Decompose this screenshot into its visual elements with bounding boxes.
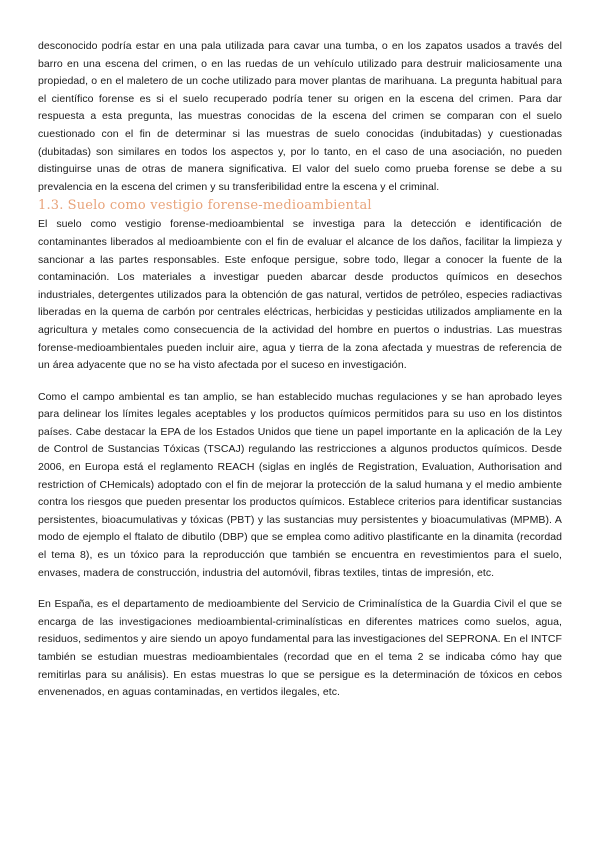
document-page bbox=[38, 38, 562, 702]
paragraph-regulations: Como el campo ambiental es tan amplio, se han establecido muchas regulaciones y se han aprobado leyes para delinear los límites legales aceptables y los productos químicos permitidos para su uso en los distintos países. Cabe destacar la EPA de los Estados Unidos que tiene un papel importante en la aplicación de la Ley de Control de Sustancias Tóxicas (TSCAJ) regulando las restricciones a algunos productos químicos. Desde 2006, en Europa está el reglamento REACH (siglas en inglés de Registration, Evaluation, Authorisation and restriction of CHemicals) adoptado con el fin de mejorar la protección de la salud humana y el medio ambiente contra los riesgos que pueden presentar los productos químicos. Establece criterios para identificar sustancias persistentes, bioacumulativas y tóxicas (PBT) y las sustancias muy persistentes y bioacumulativas (MPMB). A modo de ejemplo el ftalato de dibutilo (DBP) que se emplea como aditivo plastificante en la dinamita (recordad el tema 8), es un tóxico para la reproducción que también se encuentra en revestimientos para el suelo, envases, madera de construcción, industria del automóvil, fibras textiles, tintas de impresión, etc. bbox=[38, 390, 562, 579]
paragraph-spain: En España, es el departamento de medioambiente del Servicio de Criminalística de la Guardia Civil el que se encarga de las investigaciones medioambiental-criminalísticas en diferentes matrices como suelos, agua, residuos, sedimentos y aire siendo un apoyo fundamental para las investigaciones del SEPRONA. En el INTCF también se estudian muestras medioambientales (recordad que en el tema 2 se indicaba cómo hay que remitirlas para su análisis). En estas muestras lo que se persigue es la determinación de tóxicos en cebos envenenados, en aguas contaminadas, en vertidos ilegales, etc. bbox=[38, 598, 562, 699]
section-number: 1.3. bbox=[38, 198, 64, 214]
section-title: Suelo como vestigio forense-medioambiental bbox=[67, 198, 372, 214]
paragraph-soil-forensic-environmental: El suelo como vestigio forense-medioambiental se investiga para la detección e identificación de contaminantes liberados al medioambiente con el fin de evaluar el alcance de los daños, facilitar la limpieza y sancionar a las partes responsables. Este enfoque persigue, sobre todo, llegar a conocer la fuente de la contaminación. Los materiales a investigar pueden abarcar desde productos químicos en desechos industriales, detergentes utilizados para la obtención de gas natural, vertidos de petróleo, especies radiactivas liberadas en la quema de carbón por centrales eléctricas, herbicidas y pesticidas utilizados ampliamente en la agricultura y metales como consecuencia de la actividad del hombre en puertos o industrias. Las muestras forense-medioambientales pueden incluir aire, agua y tierra de la zona afectada y muestras de referencia de un área adyacente que no se ha visto afectada por el suceso en investigación. bbox=[38, 218, 562, 372]
intro-paragraph: desconocido podría estar en una pala utilizada para cavar una tumba, o en los zapatos usados a través del barro en una escena del crimen, o en las ruedas de un vehículo utilizado para destruir maliciosamente una propiedad, o en el maletero de un coche utilizado para mover plantas de marihuana. La pregunta habitual para el científico forense es si el suelo recuperado podría tener su origen en la escena del crimen. Para dar respuesta a esta pregunta, las muestras conocidas de la escena del crimen se comparan con el suelo cuestionado con el fin de determinar si las muestras de suelo conocidas (indubitadas) y cuestionadas (dubitadas) son similares en todos los aspectos y, por lo tanto, en el caso de una asociación, no pueden distinguirse unas de otras de manera significativa. El valor del suelo como prueba forense se debe a su prevalencia en la escena del crimen y su transferibilidad entre la escena y el criminal. bbox=[38, 40, 562, 193]
section-heading bbox=[38, 196, 562, 216]
